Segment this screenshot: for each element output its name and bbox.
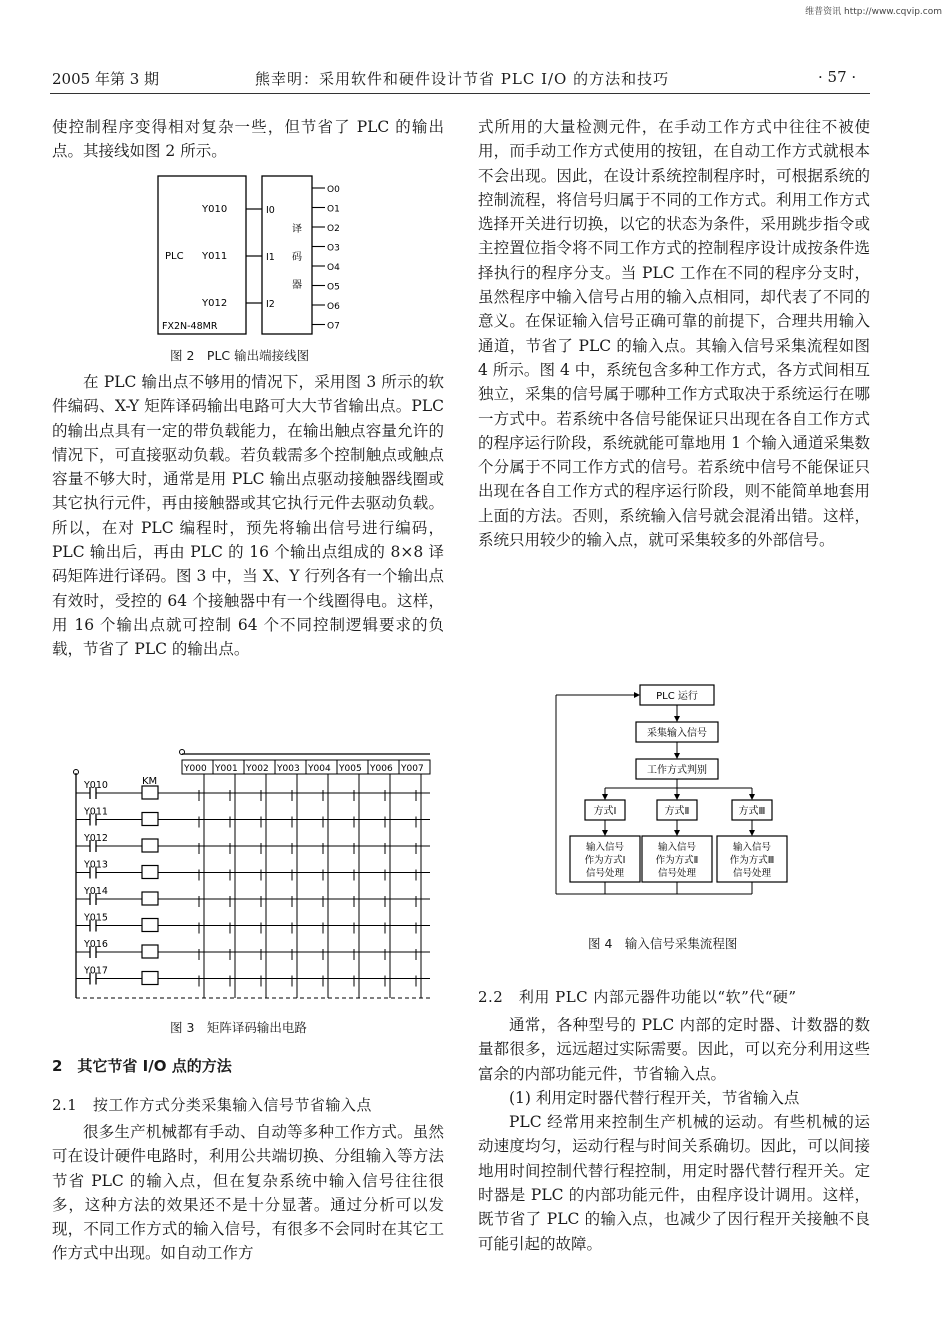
figure-2-caption: 图 2 PLC 输出端接线图 (170, 348, 310, 363)
row-label: Y015 (84, 912, 108, 924)
decoder-output-label: O3 (327, 243, 340, 254)
paragraph: PLC 经常用来控制生产机械的运动。有些机械的运动速度均匀，运动行程与时间关系确切。因此，可以间接地用时间控制代替行程控制，用定时器代替行程开关。定时器是 PLC 的内部功能元件，由程序设计调用。这样，既节省了 PLC 的输入点，也减少了因行程开关接触不良可能引起的故障。 (478, 1113, 870, 1253)
column-label: Y002 (246, 764, 269, 774)
input-i2: I2 (266, 299, 275, 310)
km-label: KM (142, 776, 158, 787)
row-label: Y010 (84, 780, 108, 791)
column-label: Y006 (370, 764, 393, 774)
decoder-char-2: 码 (292, 252, 302, 263)
coil (142, 866, 158, 879)
decoder-output-label: O0 (327, 185, 340, 195)
header-rule (50, 93, 870, 94)
column-label: Y003 (277, 764, 300, 774)
right-para-1 (478, 1013, 870, 1256)
process-3-line-1: 输入信号 (732, 842, 772, 853)
output-y010: Y010 (202, 204, 228, 215)
right-para-0 (478, 115, 870, 552)
coil (142, 786, 158, 799)
row-label: Y011 (84, 806, 108, 818)
left-para-2 (52, 1120, 444, 1266)
output-y011: Y011 (202, 251, 228, 262)
output-y012: Y012 (202, 298, 228, 309)
coil (142, 972, 158, 985)
mode-3-label: 方式Ⅲ (738, 806, 766, 817)
paragraph: 通常，各种型号的 PLC 内部的定时器、计数器的数量都很多，远远超过实际需要。因此，可以充分利用这些富余的内部功能元件，节省输入点。 (478, 1016, 870, 1083)
decoder-output-label: O1 (327, 204, 340, 215)
figure-4-flowchart (552, 680, 812, 920)
decoder-char-3: 器 (292, 280, 302, 291)
section-2-heading: 2 其它节省 I/O 点的方法 (52, 1057, 232, 1075)
collect-label: 采集输入信号 (647, 728, 707, 739)
left-para-1 (52, 370, 444, 662)
coil (142, 839, 158, 852)
figure-3-diagram (62, 748, 432, 1010)
process-2-line-3: 信号处理 (657, 868, 697, 879)
column-label: Y000 (184, 764, 207, 774)
judge-label: 工作方式判别 (647, 765, 707, 776)
process-2-line-2: 作为方式Ⅱ (655, 855, 699, 866)
coil (142, 945, 158, 958)
plc-run-label: PLC 运行 (656, 691, 698, 702)
decoder-output-label: O4 (327, 263, 340, 273)
figure-3-caption: 图 3 矩阵译码输出电路 (170, 1020, 307, 1035)
running-title: 熊幸明：采用软件和硬件设计节省 PLC I/O 的方法和技巧 (255, 70, 670, 88)
column-label: Y004 (308, 764, 331, 774)
mode-1-label: 方式Ⅰ (593, 806, 617, 817)
paragraph: (1) 利用定时器代替行程开关，节省输入点 (509, 1088, 800, 1107)
issue-label: 2005 年第 3 期 (52, 70, 160, 88)
paragraph: 使控制程序变得相对复杂一些，但节省了 PLC 的输出点。其接线如图 2 所示。 (52, 118, 444, 161)
process-1-line-1: 输入信号 (585, 842, 625, 853)
paragraph: 在 PLC 输出点不够用的情况下，采用图 3 所示的软件编码、X-Y 矩阵译码输出电路可大大节省输出点。PLC 的输出点具有一定的带负载能力，在输出触点容量允许的情况下，可直接驱动负载。若负载需多个控制触点或触点容量不够大时，通常是用 PLC 输出点驱动接触器线圈或其它执行元件，再由接触器或其它执行元件去驱动负载。所以，在对 PLC 编程时，预先将输出信号进行编码，PLC 输出后，再由 PLC 的 16 个输出点组成的 8×8 译码矩阵进行译码。图 3 中，当 X、Y 行列各有一个输出点有效时，受控的 64 个接触器中有一个线圈得电。这样，用 16 个输出点就可控制 64 个不同控制逻辑要求的负载，节省了 PLC 的输出点。 (52, 373, 444, 659)
input-i0: I0 (266, 205, 275, 216)
paragraph: 很多生产机械都有手动、自动等多种工作方式。虽然可在设计硬件电路时，利用公共端切换、分组输入等方法节省 PLC 的输入点，但在复杂系统中输入信号往往很多，这种方法的效果还不是十分显著。通过分析可以发现，不同工作方式的输入信号，有很多不会同时在其它工作方式中出现。如自动工作方 (52, 1123, 444, 1263)
row-label: Y017 (84, 965, 108, 977)
watermark: 维普资讯 http://www.cqvip.com (805, 7, 942, 17)
row-label: Y016 (84, 939, 108, 950)
process-1-line-3: 信号处理 (585, 868, 625, 879)
row-label: Y012 (84, 833, 108, 844)
figure-4-caption: 图 4 输入信号采集流程图 (588, 936, 738, 951)
decoder-char-1: 译 (292, 224, 302, 235)
page-number: · 57 · (818, 68, 857, 86)
process-3-line-3: 信号处理 (732, 868, 772, 879)
input-i1: I1 (266, 252, 275, 263)
mode-2-label: 方式Ⅱ (664, 806, 690, 817)
column-label: Y001 (215, 764, 238, 774)
row-label: Y013 (84, 859, 108, 871)
decoder-output-label: O5 (327, 282, 340, 293)
process-2-line-1: 输入信号 (657, 842, 697, 853)
process-1-line-2: 作为方式Ⅰ (584, 855, 626, 866)
process-3-line-2: 作为方式Ⅲ (729, 855, 775, 866)
decoder-output-label: O6 (327, 302, 340, 312)
paragraph: 式所用的大量检测元件，在手动工作方式中往往不被使用，而手动工作方式使用的按钮，在自动工作方式就根本不会出现。因此，在设计系统控制程序时，可根据系统的控制流程，将信号归属于不同的工作方式。利用工作方式选择开关进行切换，以它的状态为条件，采用跳步指令或主控置位指令将不同工作方式的控制程序设计成按条件选择执行的程序分支。当 PLC 工作在不同的程序分支时，虽然程序中输入信号占用的输入点相同，却代表了不同的意义。在保证输入信号正确可靠的前提下，合理共用输入通道，节省了 PLC 的输入点。其输入信号采集流程如图 4 所示。图 4 中，系统包含多种工作方式，各方式间相互独立，采集的信号属于哪种工作方式取决于系统运行在哪一方式中。若系统中各信号能保证只出现在各自工作方式的程序运行阶段，系统就能可靠地用 1 个输入通道采集数个分属于不同工作方式的信号。若系统中信号不能保证只出现在各自工作方式的程序运行阶段，则不能简单地套用上面的方法。否则，系统输入信号就会混淆出错。这样，系统只用较少的输入点，就可采集较多的外部信号。 (478, 118, 870, 550)
section-2-2-heading: 2.2 利用 PLC 内部元器件功能以“软”代“硬” (478, 988, 797, 1006)
section-2-1-heading: 2.1 按工作方式分类采集输入信号节省输入点 (52, 1096, 372, 1114)
column-label: Y005 (339, 764, 362, 774)
column-label: Y007 (401, 764, 424, 774)
left-para-0 (52, 115, 444, 164)
coil (142, 892, 158, 905)
decoder-output-label: O7 (327, 321, 340, 332)
decoder-output-label: O2 (327, 224, 340, 234)
decoder-output-lines (312, 185, 340, 332)
plc-model: FX2N-48MR (162, 321, 218, 332)
coil (142, 813, 158, 826)
matrix-circuit (74, 750, 431, 999)
coil (142, 919, 158, 932)
row-label: Y014 (84, 886, 108, 897)
figure-2-diagram (150, 172, 350, 342)
plc-label: PLC (165, 251, 184, 262)
